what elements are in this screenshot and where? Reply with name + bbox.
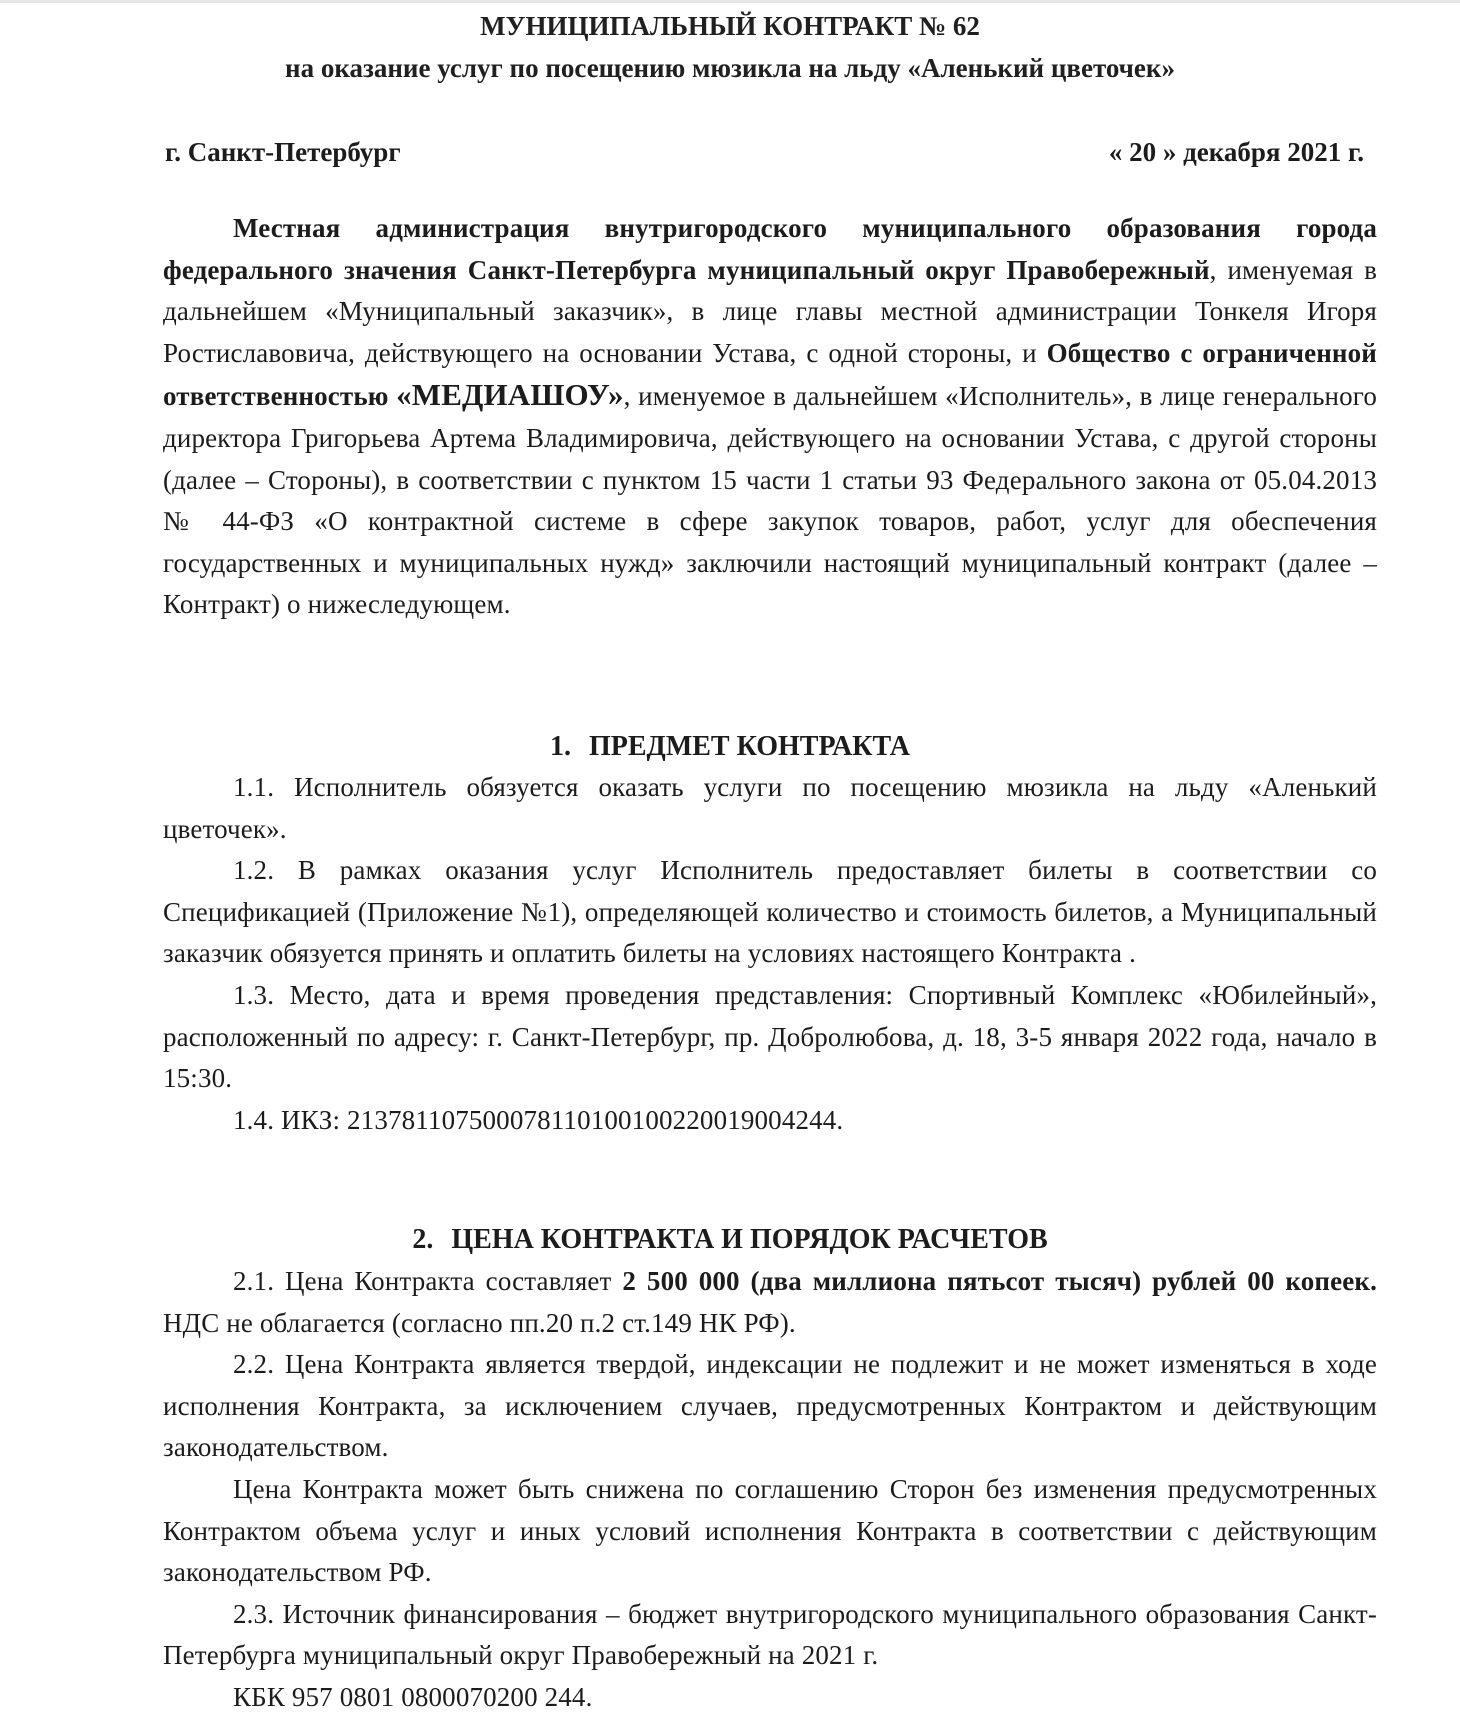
contract-price: 2 500 000 (два миллиона пятьсот тысяч) рублей 00 копеек. [622, 1266, 1377, 1296]
section-2-number: 2. [412, 1224, 434, 1255]
clause-2-2-b: Цена Контракта может быть снижена по соглашению Сторон без изменения предусмотренных Контрактом объема услуг и иных условий исполнения Контракта в соответствии с действующим законодательством РФ. [163, 1473, 1377, 1588]
contract-city: г. Санкт-Петербург [165, 137, 401, 167]
clause-1-1: 1.1. Исполнитель обязуется оказать услуги по посещению мюзикла на льду «Аленький цветочек». [163, 772, 1377, 844]
section-1-body [163, 767, 1377, 1141]
preamble [163, 208, 1377, 626]
section-2-body [163, 1261, 1377, 1719]
clause-1-4: 1.4. ИКЗ: 213781107500078110100100220019004244. [233, 1104, 844, 1135]
clause-2-1-tail: НДС не облагается (согласно пп.20 п.2 ст.149 НК РФ). [163, 1307, 796, 1338]
section-1-number: 1. [550, 731, 571, 762]
clause-2-1 [163, 1261, 1377, 1344]
preamble-paragraph [163, 208, 1377, 626]
kbk-line: КБК 957 0801 0800070200 244. [233, 1681, 593, 1712]
clause-2-1-lead: 2.1. Цена Контракта составляет [233, 1266, 623, 1296]
contractor-form: Общество с ограниченной ответственностью [163, 337, 1377, 412]
clause-2-3: 2.3. Источник финансирования – бюджет внутригородского муниципального образования Санкт-Петербурга муниципальный округ Правобережный на 2021 г. [163, 1598, 1377, 1671]
section-1-title: ПРЕДМЕТ КОНТРАКТА [589, 731, 910, 762]
preamble-text-1: , именуемая в дальнейшем «Муниципальный заказчик», в лице главы местной администрации Тонкеля Игоря Ростиславовича, действующего на основании Устава, с одной стороны, и [163, 254, 1377, 368]
section-2-heading [0, 1221, 1460, 1259]
contract-title: МУНИЦИПАЛЬНЫЙ КОНТРАКТ № 62 [480, 11, 980, 41]
contract-date: « 20 » декабря 2021 г. [1108, 137, 1364, 167]
contractor-name: «МЕДИАШОУ» [396, 377, 624, 413]
section-1-heading [0, 728, 1460, 766]
clause-1-2: 1.2. В рамках оказания услуг Исполнитель предоставляет билеты в соответствии со Спецификацией (Приложение №1), определяющей количество и стоимость билетов, а Муниципальный заказчик обязуется принять и оплатить билеты на условиях настоящего Контракта . [163, 855, 1377, 969]
section-2-title: ЦЕНА КОНТРАКТА И ПОРЯДОК РАСЧЕТОВ [451, 1224, 1048, 1255]
clause-1-3: 1.3. Место, дата и время проведения представления: Спортивный Комплекс «Юбилейный», расположенный по адресу: г. Санкт-Петербург, пр. Добролюбова, д. 18, 3-5 января 2022 года, начало в 15:30. [163, 979, 1377, 1094]
preamble-text-2: , именуемое в дальнейшем «Исполнитель», в лице генерального директора Григорьева Артема Владимировича, действующего на основании Устава, с другой стороны (далее – Стороны), в соответствии с пунктом 15 части 1 статьи 93 Федерального закона от 05.04.2013 № 44-ФЗ «О контрактной системе в сфере закупок товаров, работ, услуг для обеспечения государственных и муниципальных нужд» заключили настоящий муниципальный контракт (далее – Контракт) о нижеследующем. [163, 381, 1377, 620]
top-edge [0, 0, 1460, 3]
contract-subtitle: на оказание услуг по посещению мюзикла на льду «Аленький цветочек» [285, 53, 1175, 83]
customer-name: Местная администрация внутригородского муниципального образования города федерального значения Санкт-Петербурга муниципальный округ Правобережный [163, 213, 1377, 285]
clause-2-2: 2.2. Цена Контракта является твердой, индексации не подлежит и не может изменяться в ходе исполнения Контракта, за исключением случаев, предусмотренных Контрактом и действующим законодательством. [163, 1349, 1377, 1463]
